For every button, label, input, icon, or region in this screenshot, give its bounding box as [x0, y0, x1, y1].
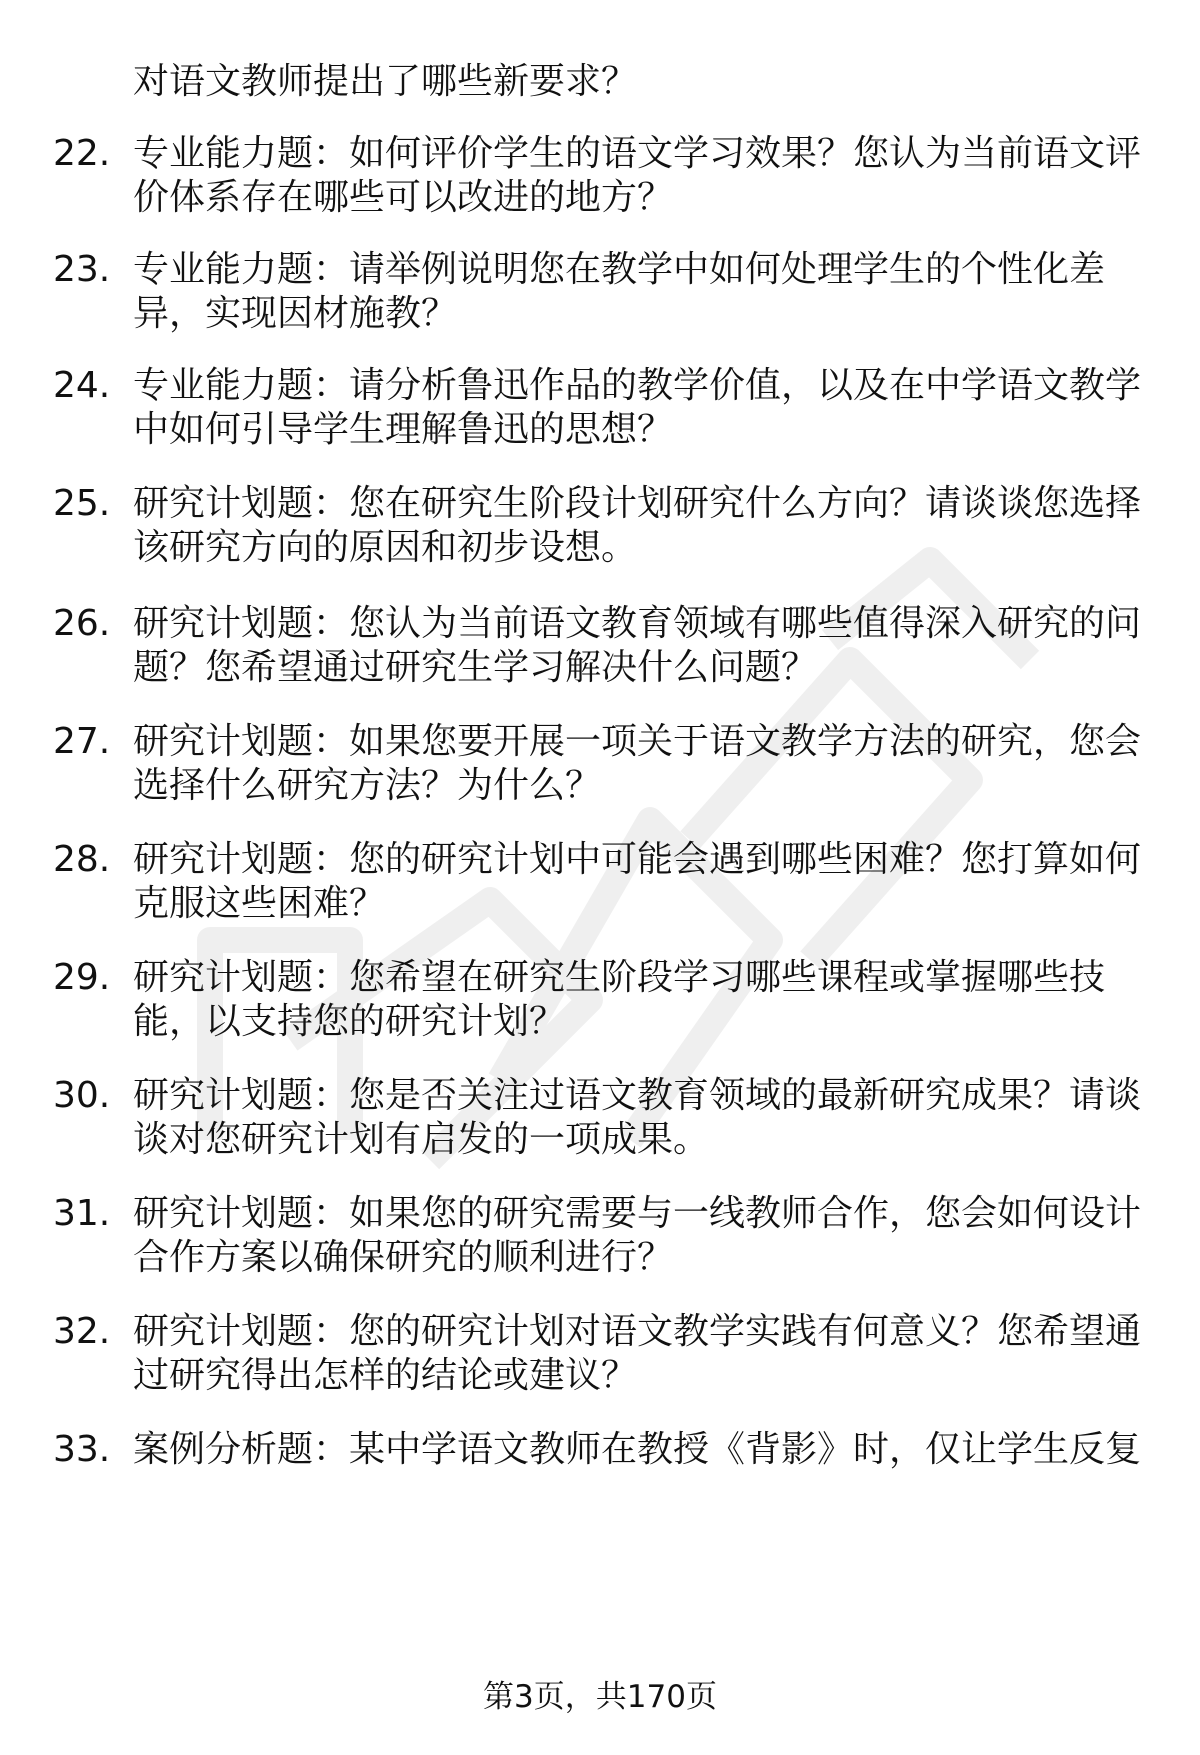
- question-number: 26.: [53, 603, 111, 644]
- question-text: 专业能力题：请分析鲁迅作品的教学价值，以及在中学语文教学: [133, 365, 1142, 406]
- question-number: 24.: [53, 365, 111, 406]
- question-number: 25.: [53, 483, 111, 524]
- question-text: 中如何引导学生理解鲁迅的思想？: [133, 409, 674, 450]
- question-text: 谈对您研究计划有启发的一项成果。: [133, 1119, 710, 1160]
- question-text: 能，以支持您的研究计划？: [133, 1001, 566, 1042]
- question-text: 案例分析题：某中学语文教师在教授《背影》时，仅让学生反复: [133, 1429, 1142, 1470]
- question-number: 33.: [53, 1429, 111, 1470]
- continuation-text: 对语文教师提出了哪些新要求？: [133, 61, 638, 102]
- question-text: 合作方案以确保研究的顺利进行？: [133, 1237, 674, 1278]
- question-text: 研究计划题：您的研究计划中可能会遇到哪些困难？您打算如何: [133, 839, 1142, 880]
- question-text: 价体系存在哪些可以改进的地方？: [133, 177, 674, 218]
- question-number: 27.: [53, 721, 111, 762]
- question-text: 克服这些困难？: [133, 883, 386, 924]
- question-text: 研究计划题：如果您要开展一项关于语文教学方法的研究，您会: [133, 721, 1142, 762]
- question-text: 题？您希望通过研究生学习解决什么问题？: [133, 647, 818, 688]
- page-footer: 第3页，共170页: [483, 1679, 717, 1715]
- question-number: 23.: [53, 249, 111, 290]
- question-number: 30.: [53, 1075, 111, 1116]
- question-number: 28.: [53, 839, 111, 880]
- question-text: 该研究方向的原因和初步设想。: [133, 527, 638, 568]
- question-text: 过研究得出怎样的结论或建议？: [133, 1355, 638, 1396]
- question-number: 32.: [53, 1311, 111, 1352]
- question-text: 研究计划题：您是否关注过语文教育领域的最新研究成果？请谈: [133, 1075, 1142, 1116]
- question-number: 31.: [53, 1193, 111, 1234]
- question-text: 研究计划题：如果您的研究需要与一线教师合作，您会如何设计: [133, 1193, 1142, 1234]
- question-number: 29.: [53, 957, 111, 998]
- question-text: 研究计划题：您在研究生阶段计划研究什么方向？请谈谈您选择: [133, 483, 1142, 524]
- question-text: 专业能力题：请举例说明您在教学中如何处理学生的个性化差: [133, 249, 1106, 290]
- question-text: 异，实现因材施教？: [133, 293, 458, 334]
- question-text: 选择什么研究方法？为什么？: [133, 765, 602, 806]
- question-text: 研究计划题：您的研究计划对语文教学实践有何意义？您希望通: [133, 1311, 1142, 1352]
- question-number: 22.: [53, 133, 111, 174]
- question-text: 专业能力题：如何评价学生的语文学习效果？您认为当前语文评: [133, 133, 1142, 174]
- question-text: 研究计划题：您希望在研究生阶段学习哪些课程或掌握哪些技: [133, 957, 1106, 998]
- question-text: 研究计划题：您认为当前语文教育领域有哪些值得深入研究的问: [133, 603, 1142, 644]
